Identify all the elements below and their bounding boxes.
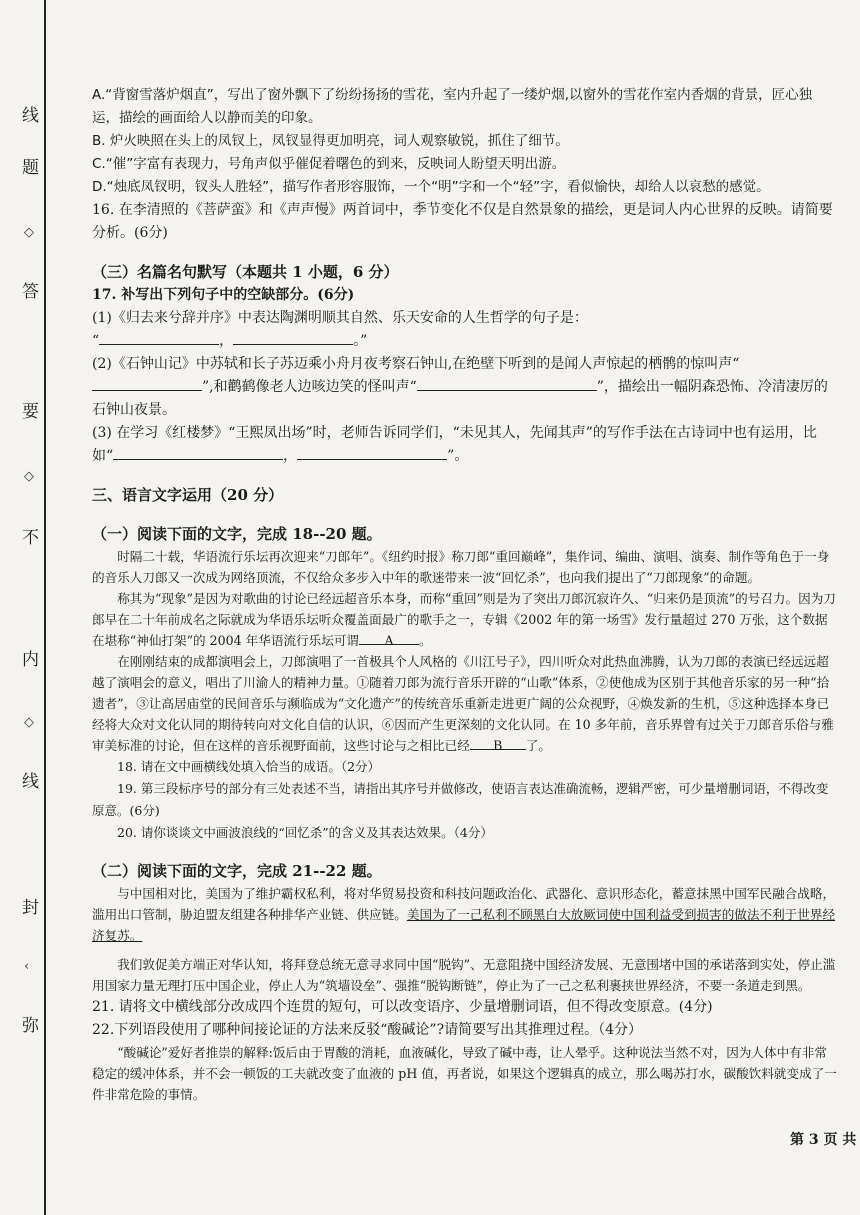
binding-char: 答 <box>22 282 39 302</box>
question-17-1-blanks: “ ， 。” <box>92 330 837 353</box>
passage-paragraph: 在刚刚结束的成都演唱会上，刀郎演唱了一首极具个人风格的《川江号子》，四川听众对此热血沸腾，认为刀郎的表演已经远远超越了演唱会的意义，唱出了川渝人的精神力量。①随着刀郎为流行音乐开辟的“山歌”体系，②使他成为区别于其他音乐家的另一种“拾遗者”，③让高居庙堂的民间音乐与濒临成为“文化遗产”的传统音乐重新走进更广阔的公众视野，④焕发新的生机，⑤这种选择本身已经将大众对文化认同的期待转向对文化自信的认识，⑥因而产生更深刻的文化认同。在 10 多年前，音乐界曾有过关于刀郎音乐俗与雅审美标准的讨论，但在这样的音乐视野面前，这些讨论与之相比已经 B 了。 <box>92 654 834 753</box>
question-17-2: (2)《石钟山记》中苏轼和长子苏迈乘小舟月夜考察石钟山,在绝壁下听到的是闻人声惊起的栖鹘的惊叫声“”,和鹳鹤像老人边咳边笑的怪叫声“ ”，描绘出一幅阴森恐怖、冷清凄厉的石钟山夜景。 <box>92 356 828 418</box>
answer-blank[interactable] <box>113 445 283 460</box>
section-heading: （三）名篇名句默写（本题共 1 小题，6 分） <box>92 263 399 281</box>
blank-a[interactable]: A <box>359 630 419 645</box>
reading-heading-1: （一）阅读下面的文字，完成 18--20 题。 <box>92 525 382 543</box>
question-16: 16. 在李清照的《菩萨蛮》和《声声慢》两首词中，季节变化不仅是自然景象的描绘，更是词人内心世界的反映。请简要分析。(6分) <box>92 202 833 241</box>
answer-blank[interactable] <box>297 445 447 460</box>
binding-char: 不 <box>22 528 39 548</box>
option-d: D.“烛底凤钗明，钗头人胜轻”，描写作者形容服饰，一个“明”字和一个“轻”字，看似愉快，却给人以哀愁的感觉。 <box>92 179 770 195</box>
reading-heading-2: （二）阅读下面的文字，完成 21--22 题。 <box>92 862 382 880</box>
page-number: 第 3 页 共 <box>790 1132 857 1148</box>
answer-blank[interactable] <box>99 330 219 345</box>
binding-mark: ◇ <box>24 225 34 240</box>
answer-blank[interactable] <box>417 376 597 391</box>
question-17: 17. 补写出下列句子中的空缺部分。(6分) <box>92 287 355 303</box>
exam-page-content <box>92 84 837 1105</box>
blank-b[interactable]: B <box>470 735 526 750</box>
question-20: 20. 请你谈谈文中画波浪线的“回忆杀”的含义及其表达效果。（4分） <box>117 825 493 840</box>
underlined-sentence: 美国为了一己私利不顾黑白大放厥词使中国利益受到损害的做法不利于世界经济复苏。 <box>92 907 836 943</box>
passage-paragraph: 我们敦促美方端正对华认知，将拜登总统无意寻求同中国“脱钩”、无意阻挠中国经济发展、无意围堵中国的承诺落到实处，停止滥用国家力量无理打压中国企业，停止人为“筑墙设垒”、强推“脱钩断链”，停止为了一己之私利裹挟世界经济，不要一条道走到黑。 <box>92 957 836 993</box>
answer-blank[interactable] <box>233 330 353 345</box>
answer-blank[interactable] <box>92 376 202 391</box>
question-17-3: (3) 在学习《红楼梦》“王熙凤出场”时，老师告诉同学们，“未见其人，先闻其声”的写作手法在古诗词中也有运用，比如“ ， ”。 <box>92 425 817 464</box>
option-a: A.“背窗雪落炉烟直”，写出了窗外飘下了纷纷扬扬的雪花，室内升起了一缕炉烟,以窗外的雪花作室内香烟的背景，匠心独运，描绘的画面给人以静而美的印象。 <box>92 87 813 126</box>
binding-char: 弥 <box>22 1016 39 1036</box>
binding-char: 要 <box>22 402 39 422</box>
binding-mark: ◇ <box>24 715 34 730</box>
binding-mark: ‹ <box>24 959 30 974</box>
passage-paragraph: 与中国相对比，美国为了维护霸权私利，将对华贸易投资和科技问题政治化、武器化、意识形态化，蓄意抹黑中国军民融合战略，滥用出口管制，胁迫盟友组建各种排华产业链、供应链。美国为了一己私利不顾黑白大放厥词使中国利益受到损害的做法不利于世界经济复苏。 <box>92 886 836 943</box>
question-22: 22.下列语段使用了哪种间接论证的方法来反驳“酸碱论”?请简要写出其推理过程。（4分） <box>92 1022 642 1038</box>
binding-char: 题 <box>22 158 39 178</box>
question-21: 21. 请将文中横线部分改成四个连贯的短句，可以改变语序、少量增删词语，但不得改变原意。(4分) <box>92 999 713 1015</box>
passage-paragraph: 称其为“现象”是因为对歌曲的讨论已经远超音乐本身，而称“重回”则是为了突出刀郎沉寂许久、“归来仍是顶流”的号召力。因为刀郎早在二十年前成名之际就成为华语乐坛听众覆盖面最广的歌手之一，专辑《2002 年的第一场雪》发行量超过 270 万张，这个数据在堪称“神仙打架”的 2004 年华语流行乐坛可谓 A 。 <box>92 591 836 648</box>
question-17-1: (1)《归去来兮辞并序》中表达陶渊明顺其自然、乐天安命的人生哲学的句子是： <box>92 310 588 326</box>
binding-char: 线 <box>22 106 39 126</box>
passage-paragraph: “酸碱论”爱好者推崇的解释:饭后由于胃酸的消耗，血液碱化，导致了碱中毒，让人晕乎。这种说法当然不对，因为人体中有非常稳定的缓冲体系，并不会一顿饭的工夫就改变了血液的 pH 值，再者说，如果这个逻辑真的成立，那么喝苏打水，碳酸饮料就变成了一件非常危险的事情。 <box>92 1045 837 1102</box>
part-heading: 三、语言文字运用（20 分） <box>92 486 284 504</box>
binding-mark: ◇ <box>24 469 34 484</box>
binding-margin <box>0 0 46 1215</box>
question-19: 19. 第三段标序号的部分有三处表述不当，请指出其序号并做修改，使语言表达准确流畅，逻辑严密，可少量增删词语，不得改变原意。(6分) <box>92 781 829 818</box>
question-18: 18. 请在文中画横线处填入恰当的成语。（2分） <box>117 759 381 774</box>
option-c: C.“催”字富有表现力，号角声似乎催促着曙色的到来，反映词人盼望天明出游。 <box>92 156 566 172</box>
option-b: B. 炉火映照在头上的凤钗上，凤钗显得更加明亮，词人观察敏锐，抓住了细节。 <box>92 133 569 149</box>
binding-char: 内 <box>22 650 39 670</box>
binding-char: 封 <box>22 898 39 918</box>
binding-char: 线 <box>22 772 39 792</box>
passage-paragraph: 时隔二十载，华语流行乐坛再次迎来“刀郎年”。《纽约时报》称刀郎“重回巅峰”，集作词、编曲、演唱、演奏、制作等角色于一身的音乐人刀郎又一次成为网络顶流，不仅给众多步入中年的歌迷带来一波“回忆杀”，也向我们提出了“刀郎现象”的命题。 <box>92 549 830 585</box>
